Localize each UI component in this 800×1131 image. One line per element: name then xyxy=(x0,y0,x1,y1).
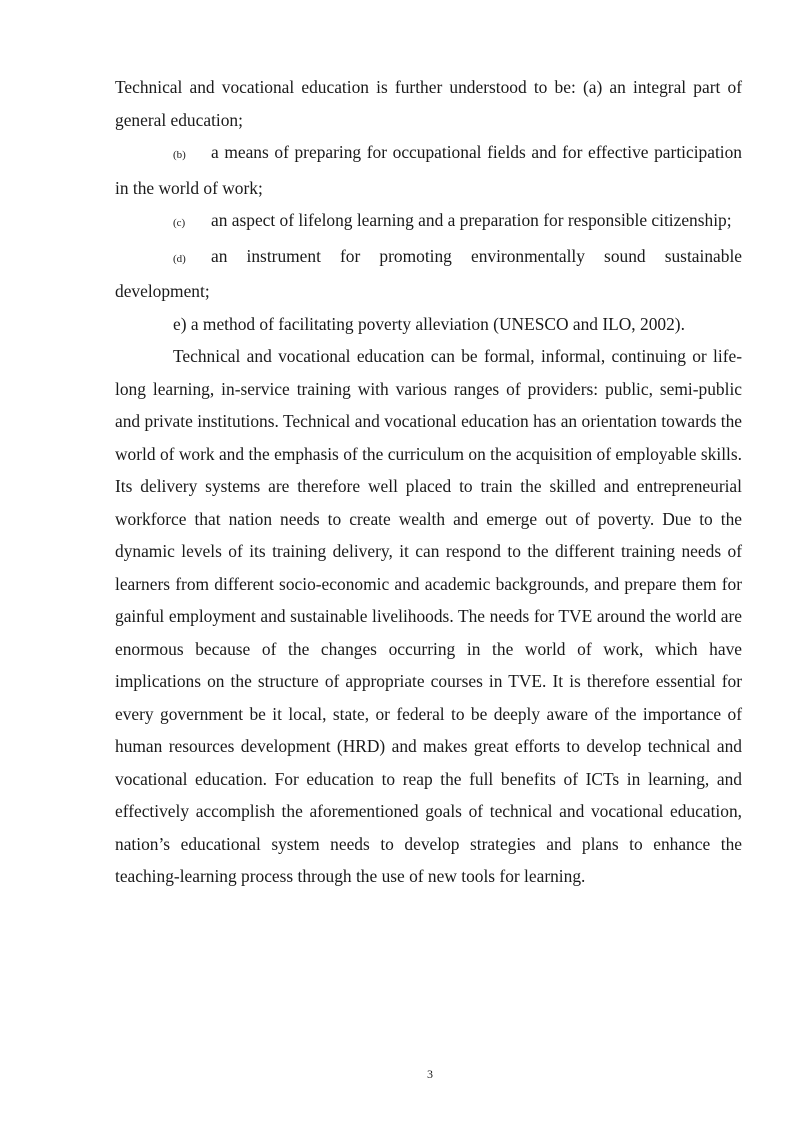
list-text-c: an aspect of lifelong learning and a preparation for responsible citizenship; xyxy=(211,210,732,230)
list-letter-b: (b) xyxy=(173,149,186,161)
list-item-c xyxy=(115,204,742,240)
list-item-d xyxy=(115,240,742,308)
list-text-d: an instrument for promoting environmentally sound sustainable development; xyxy=(115,245,742,301)
intro-paragraph: Technical and vocational education is further understood to be: (a) an integral part of general education; xyxy=(115,77,742,130)
body-text xyxy=(115,71,742,893)
page-number: 3 xyxy=(427,1067,433,1081)
body-paragraph: Technical and vocational education can be formal, informal, continuing or life-long learning, in-service training with various ranges of providers: public, semi-public and private institutions. Technical and vocational education has an orientation towards the world of work and the emphasis of the curriculum on the acquisition of employable skills. Its delivery systems are therefore well placed to train the skilled and entrepreneurial workforce that nation needs to create wealth and emerge out of poverty. Due to the dynamic levels of its training delivery, it can respond to the different training needs of learners from different socio-economic and academic backgrounds, and prepare them for gainful employment and sustainable livelihoods. The needs for TVE around the world are enormous because of the changes occurring in the world of work, which have implications on the structure of appropriate courses in TVE. It is therefore essential for every government be it local, state, or federal to be deeply aware of the importance of human resources development (HRD) and makes great efforts to develop technical and vocational education. For education to reap the full benefits of ICTs in learning, and effectively accomplish the aforementioned goals of technical and vocational education, nation’s educational system needs to develop strategies and plans to enhance the teaching-learning process through the use of new tools for learning. xyxy=(115,346,742,886)
list-letter-d: (d) xyxy=(173,252,186,265)
list-text-b: a means of preparing for occupational fields and for effective participation in the world of work; xyxy=(115,142,742,198)
list-letter-c: (c) xyxy=(173,217,186,229)
list-item-e: e) a method of facilitating poverty alleviation (UNESCO and ILO, 2002). xyxy=(173,313,685,334)
list-item-b xyxy=(115,136,742,204)
